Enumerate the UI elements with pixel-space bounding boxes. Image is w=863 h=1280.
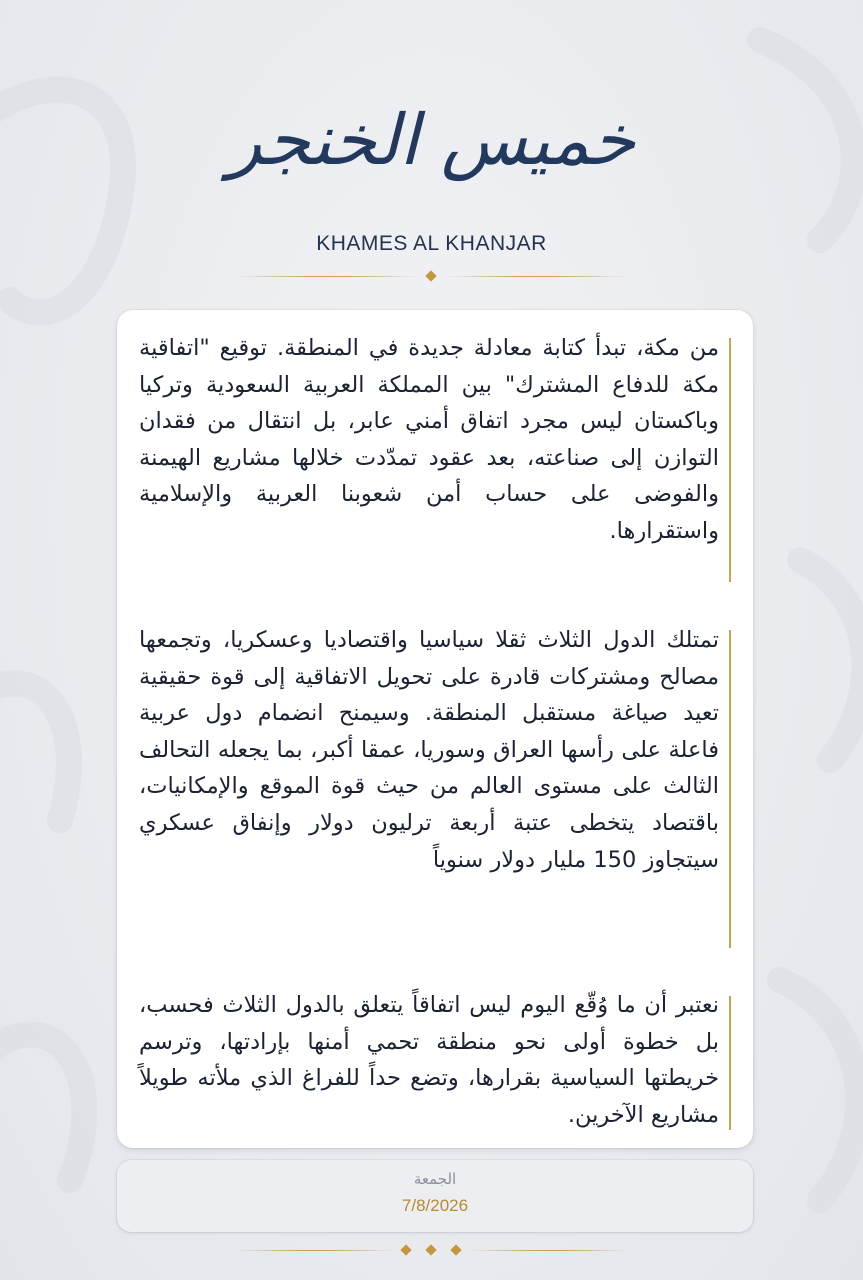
diamond-icon xyxy=(450,1244,461,1255)
day-name: الجمعة xyxy=(413,1170,457,1188)
diamond-icon xyxy=(425,1244,436,1255)
date-card xyxy=(117,1160,753,1232)
paragraph-accent-bar xyxy=(729,338,731,582)
diamond-icon xyxy=(425,270,436,281)
logo-latin: KHAMES AL KHANJAR xyxy=(316,232,547,255)
logo-arabic: خميس الخنجر xyxy=(227,99,636,181)
date-text: 7/8/2026 xyxy=(401,1196,469,1215)
paragraph-3: نعتبر أن ما وُقّع اليوم ليس اتفاقاً يتعلق بالدول الثلاث فحسب، بل خطوة أولى نحو منطقة تحمي أمنها بإرادتها، وترسم خريطتها السياسية بقرارها، وتضع حداً للفراغ الذي ملأته طويلاً مشاريع الآخرين. xyxy=(139,992,719,1128)
paragraph-accent-bar xyxy=(729,630,731,948)
header-divider xyxy=(235,270,628,284)
footer-divider xyxy=(235,1244,628,1258)
paragraph-1: من مكة، تبدأ كتابة معادلة جديدة في المنطقة. توقيع "اتفاقية مكة للدفاع المشترك" بين المملكة العربية السعودية وتركيا وباكستان ليس مجرد اتفاق أمني عابر، بل انتقال من فقدان التوازن إلى صناعته، بعد عقود تمدّدت خلالها مشاريع الهيمنة والفوضى على حساب أمن شعوبنا العربية والإسلامية واستقرارها. xyxy=(139,335,719,544)
diamond-icon xyxy=(400,1244,411,1255)
paragraph-2: تمتلك الدول الثلاث ثقلا سياسيا واقتصاديا وعسكريا، وتجمعها مصالح ومشتركات قادرة على تحويل الاتفاقية إلى قوة حقيقية تعيد صياغة مستقبل المنطقة. وسيمنح انضمام دول عربية فاعلة على رأسها العراق وسوريا، عمقا أكبر، بما يجعله التحالف الثالث على مستوى العالم من حيث قوة الموقع والإمكانيات، باقتصاد يتخطى عتبة أربعة ترليون دولار وإنفاق عسكري سيتجاوز 150 مليار دولار سنوياً xyxy=(139,627,719,873)
header xyxy=(0,0,863,300)
paragraph-accent-bar xyxy=(729,996,731,1130)
statement-card xyxy=(117,310,753,1148)
